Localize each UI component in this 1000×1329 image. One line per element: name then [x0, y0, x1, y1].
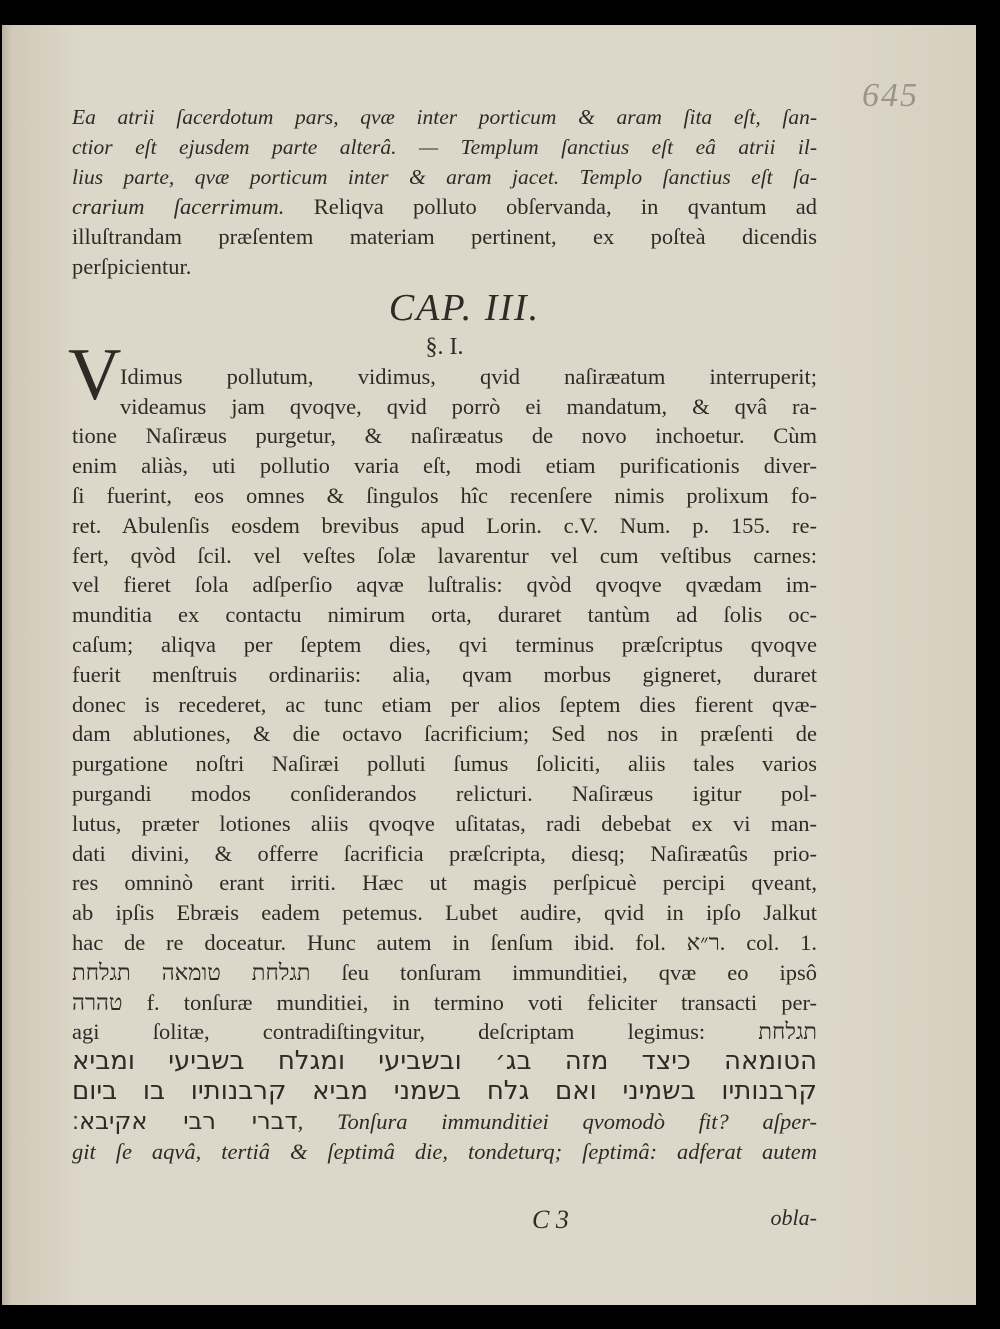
text-line: videamus jam qvoqve, qvid porrò ei mandatum, & qvâ ra- — [120, 393, 817, 419]
text-line: git ſe aqvâ, tertiâ & ſeptimâ die, tondeturq; ſeptimâ: adferat autem — [72, 1138, 817, 1164]
italic-run: crarium ſacerrimum. — [72, 194, 285, 220]
text-line: fuerit menſtruis ordinariis: alia, qvam morbus gigneret, duraret — [72, 661, 817, 687]
italic-passage — [72, 103, 817, 192]
hebrew-line: הטומאה כיצד מזה בג׳ ובשביעי ומגלח בשביעי ומביא — [72, 1047, 817, 1077]
text-line: illuſtrandam præſentem materiam pertinent, ex poſteà dicendis — [72, 224, 817, 250]
text-line: ret. Abulenſis eosdem brevibus apud Lorin. c.V. Num. p. 155. re- — [72, 512, 817, 538]
text-line: res omninò erant irriti. Hæc ut magis perſpicuè percipi qveant, — [72, 870, 817, 896]
text-line: agi ſolitæ, contradiſtingvitur, deſcriptam legimus: תגלחת — [72, 1019, 817, 1045]
page-edge-shadow — [2, 25, 12, 1305]
text-line: purgatione noſtri Naſiræi polluti ſumus ſoliciti, aliis tales varios — [72, 751, 817, 777]
text-line: dam ablutiones, & die octavo ſacrificium; Sed nos in præſenti de — [72, 721, 817, 747]
text-line: ſi fuerint, eos omnes & ſingulos hîc recenſere nimis prolixum fo- — [72, 482, 817, 508]
page-text — [72, 103, 817, 1166]
text-line: dati divini, & offerre ſacrificia præſcripta, diesq; Naſiræatûs prio- — [72, 840, 817, 866]
text-line-mixed — [72, 1107, 817, 1137]
catchword: obla- — [770, 1205, 817, 1230]
text-line: vel fieret ſola adſperſio aqvæ luſtralis: qvòd qvoqve qvædam im- — [72, 572, 817, 598]
folio-number: 645 — [862, 77, 919, 114]
chapter-title: CAP. III. — [388, 286, 541, 329]
hebrew-run: דברי רבי אקיבא׃ — [72, 1106, 298, 1135]
section-heading: §. I. — [425, 333, 464, 360]
text-line: purgandi modos conſiderandos relicturi. Naſiræus igitur pol- — [72, 780, 817, 806]
book-page — [2, 25, 976, 1305]
hebrew-line: קרבנותיו בשמיני ואם גלח בשמני מביא קרבנותיו בו ביום — [72, 1076, 817, 1106]
text-line: lutus, præter lotiones aliis qvoqve uſitatas, radi debebat ex vi man- — [72, 810, 817, 836]
text-line: טהרה f. tonſuræ munditiei, in termino voti feliciter transacti per- — [72, 989, 817, 1015]
drop-cap: V — [68, 334, 122, 416]
text-line: tione Naſiræus purgetur, & naſiræatus de novo inchoetur. Cùm — [72, 423, 817, 449]
text-line: enim aliàs, uti pollutio varia eſt, modi etiam purificationis diver- — [72, 453, 817, 479]
text-line: ab ipſis Ebræis eadem petemus. Lubet audire, qvid in ipſo Jalkut — [72, 900, 817, 926]
signature-mark: C 3 — [532, 1205, 569, 1234]
text-line: fert, qvòd ſcil. vel veſtes ſolæ lavarentur vel cum veſtibus carnes: — [72, 542, 817, 568]
text-line: perſpicientur. — [72, 253, 192, 279]
text-line: hac de re doceatur. Hunc autem in ſenſum ibid. fol. ר״א. col. 1. — [72, 929, 817, 955]
text-line: caſum; aliqva per ſeptem dies, qvi terminus præſcriptus qvoqve — [72, 631, 817, 657]
text-line: Ea atrii ſacerdotum pars, qvæ inter porticum & aram ſita eſt, ſan- — [72, 105, 817, 129]
text-line: ctior eſt ejusdem parte alterâ. — Templum ſanctius eſt eâ atrii il- — [72, 134, 817, 159]
text-line: lius parte, qvæ porticum inter & aram jacet. Templo ſanctius eſt ſa- — [72, 164, 817, 189]
page-footer — [72, 1205, 817, 1235]
text-line-mixed — [72, 192, 817, 222]
text-line: munditia ex contactu nimirum orta, duraret tantùm ad ſolis oc- — [72, 602, 817, 628]
italic-run: , Tonſura immunditiei qvomodò fit? aſper- — [297, 1108, 817, 1134]
roman-run: Reliqva polluto obſervanda, in qvantum ad — [284, 194, 817, 220]
text-line: Idimus pollutum, vidimus, qvid naſiræatum interruperit; — [120, 363, 817, 389]
text-line: donec is recederet, ac tunc etiam per alios ſeptem dies fierent qvæ- — [72, 691, 817, 717]
text-line: תגלחת טומאה תגלחת ſeu tonſuram immunditiei, qvæ eo ipsô — [72, 959, 817, 985]
